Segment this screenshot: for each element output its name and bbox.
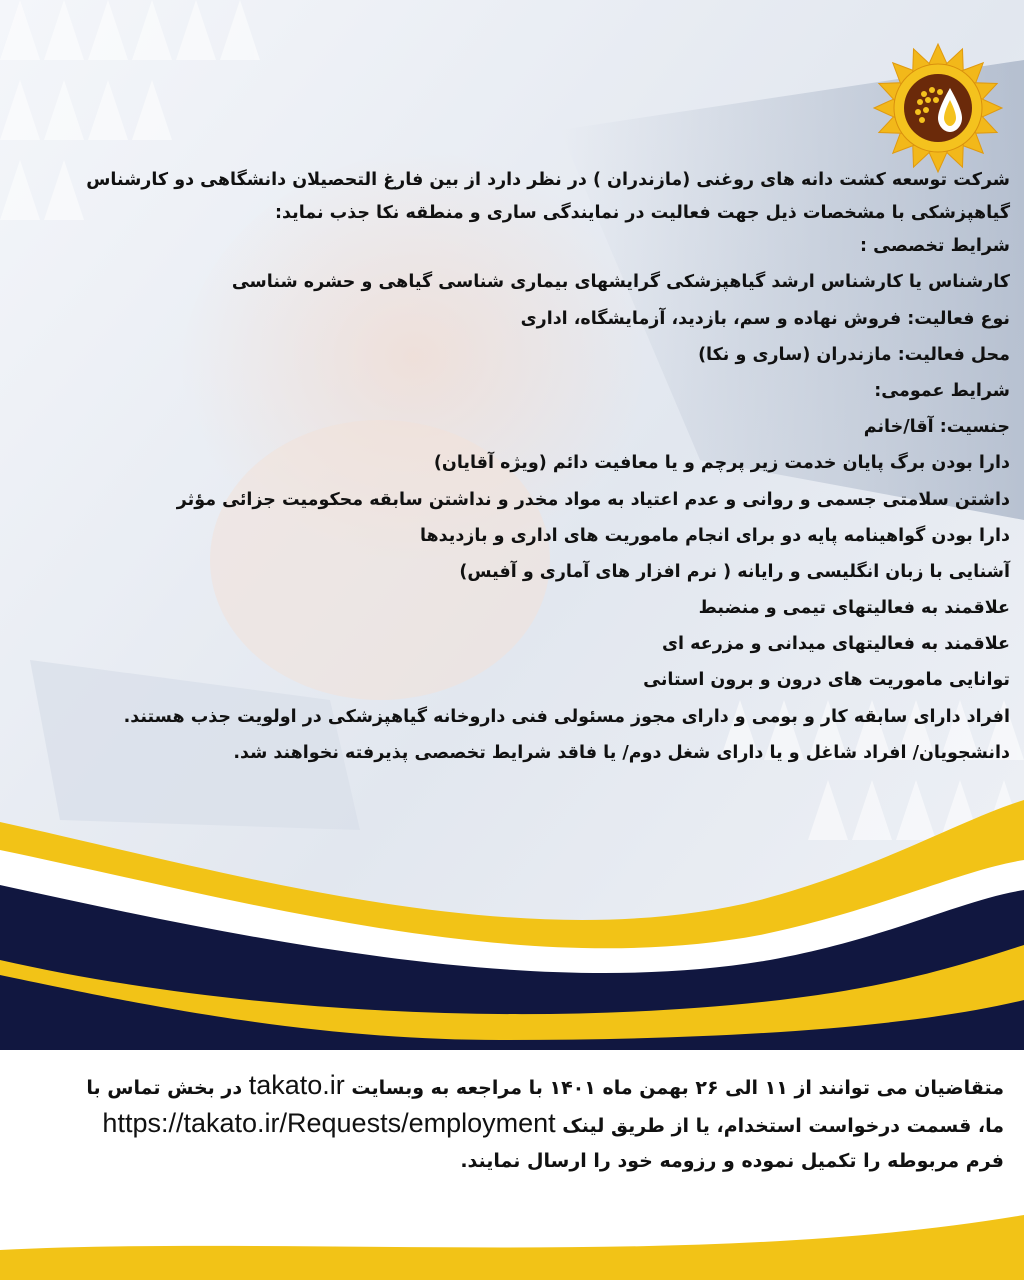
general-item: علاقمند به فعالیتهای میدانی و مزرعه ای bbox=[662, 634, 1010, 655]
general-item: دانشجویان/ افراد شاغل و یا دارای شغل دوم/ یا فاقد شرایط تخصصی پذیرفته نخواهند شد. bbox=[233, 742, 1010, 763]
general-item: افراد دارای سابقه کار و بومی و دارای مجوز مسئولی فنی داروخانه گیاهپزشکی در اولویت جذب هستند. bbox=[123, 706, 1010, 727]
specialized-item: محل فعالیت: مازندران (ساری و نکا) bbox=[698, 344, 1010, 365]
footer-line-2 bbox=[20, 1104, 1004, 1142]
footer-line-3: فرم مربوطه را تکمیل نموده و رزومه خود را ارسال نمایند. bbox=[460, 1150, 1004, 1172]
general-item: آشنایی با زبان انگلیسی و رایانه ( نرم افزار های آماری و آفیس) bbox=[459, 561, 1010, 582]
employment-link[interactable]: https://takato.ir/Requests/employment bbox=[102, 1108, 556, 1138]
job-announcement bbox=[10, 162, 1010, 771]
specialized-item: کارشناس یا کارشناس ارشد گیاهپزشکی گرایشهای بیماری شناسی گیاهی و حشره شناسی bbox=[231, 272, 1010, 293]
intro-line-2: گیاهپزشکی با مشخصات ذیل جهت فعالیت در نمایندگی ساری و منطقه نکا جذب نماید: bbox=[275, 203, 1010, 224]
footer-line-1-text: متقاضیان می توانند از ۱۱ الی ۲۶ بهمن ماه ۱۴۰۱ با مراجعه به وبسایت bbox=[351, 1077, 1004, 1099]
footer-line-1-end: در بخش تماس با bbox=[86, 1077, 243, 1099]
general-item: جنسیت: آقا/خانم bbox=[863, 417, 1010, 438]
specialized-item: نوع فعالیت: فروش نهاده و سم، بازدید، آزمایشگاه، اداری bbox=[520, 308, 1010, 329]
general-heading: شرایط عمومی: bbox=[874, 380, 1010, 401]
application-instructions bbox=[20, 1066, 1004, 1180]
general-item: توانایی ماموریت های درون و برون استانی bbox=[643, 670, 1010, 691]
general-item: علاقمند به فعالیتهای تیمی و منضبط bbox=[698, 598, 1010, 619]
specialized-heading: شرایط تخصصی : bbox=[860, 236, 1010, 257]
website-link[interactable]: takato.ir bbox=[248, 1070, 345, 1100]
general-item: دارا بودن برگ پایان خدمت زیر پرچم و یا معافیت دائم (ویژه آقایان) bbox=[433, 453, 1010, 474]
footer-line-1 bbox=[20, 1066, 1004, 1104]
general-item: دارا بودن گواهینامه پایه دو برای انجام ماموریت های اداری و بازدیدها bbox=[419, 525, 1010, 546]
intro-line-1: شرکت توسعه کشت دانه های روغنی (مازندران ) در نظر دارد از بین فارغ التحصیلان دانشگاهی دو کارشناس bbox=[86, 170, 1010, 190]
general-item: داشتن سلامتی جسمی و روانی و عدم اعتیاد به مواد مخدر و نداشتن سابقه محکومیت جزائی مؤثر bbox=[176, 489, 1010, 510]
footer-line-2-text: ما، قسمت درخواست استخدام، یا از طریق لینک bbox=[562, 1115, 1004, 1137]
sunflower-oil-drop-logo bbox=[872, 42, 1004, 174]
